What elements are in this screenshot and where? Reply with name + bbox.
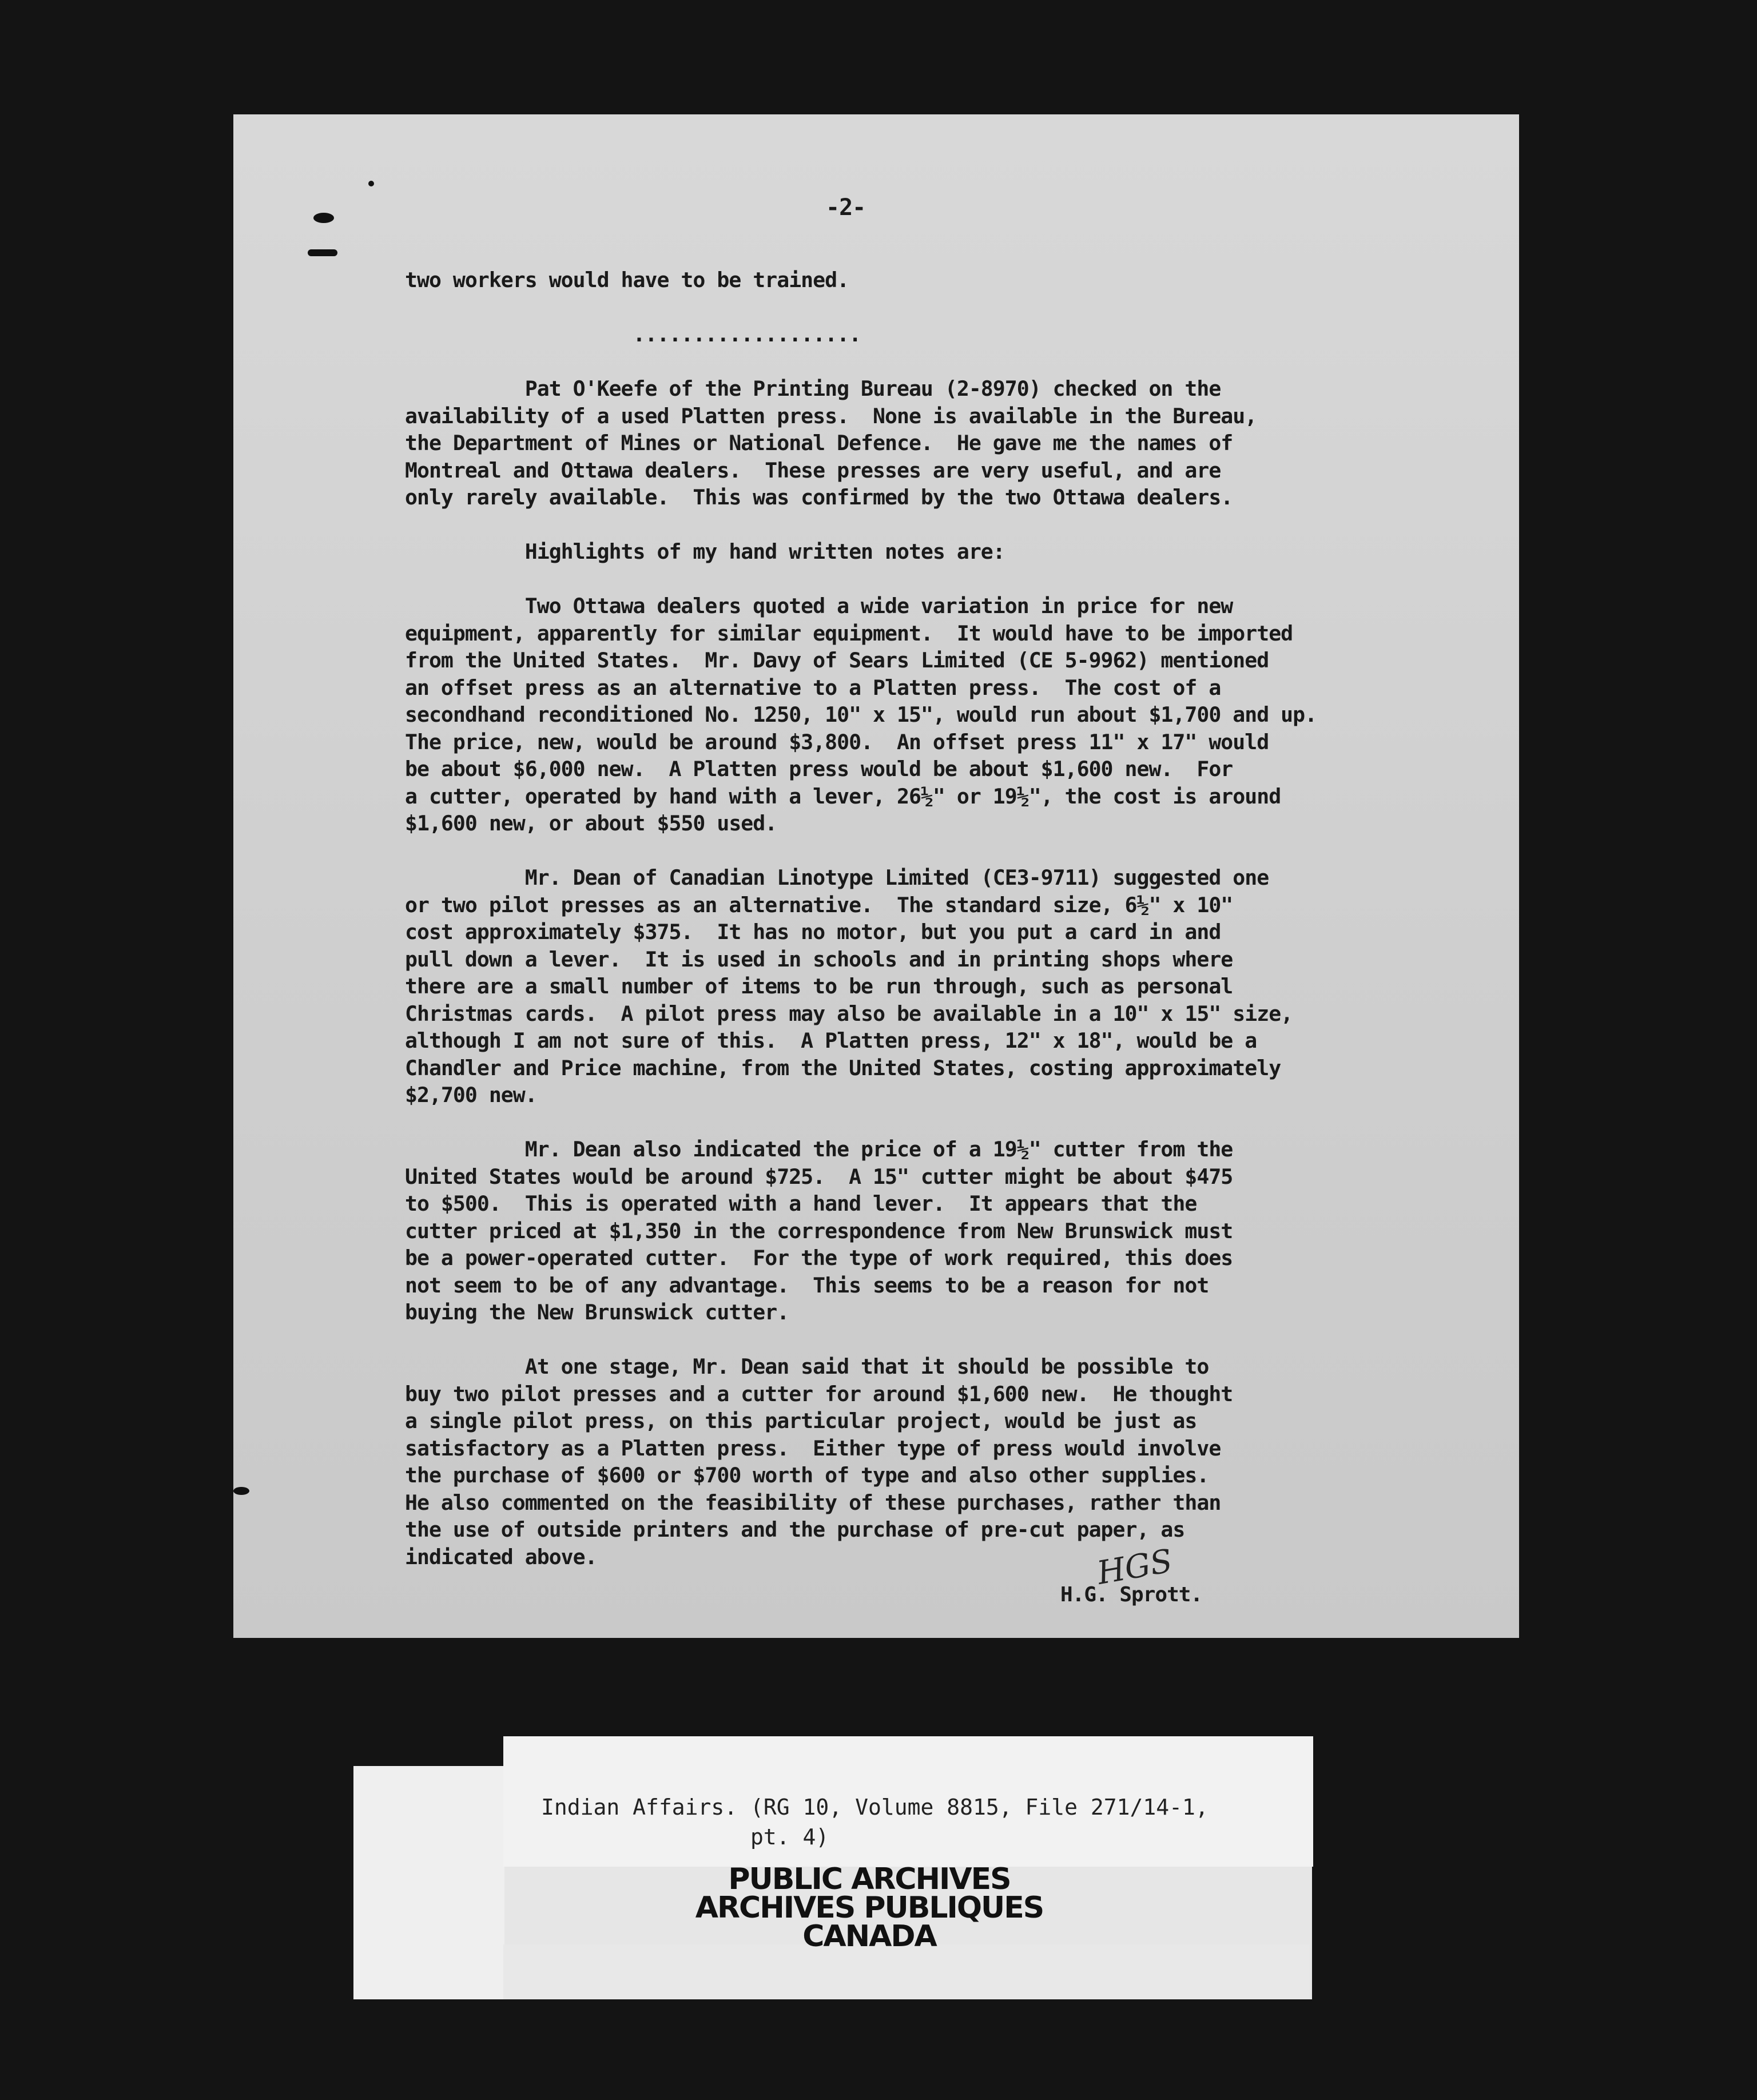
handwritten-initials: HGS [1094,1542,1175,1592]
letter-body [405,267,1317,1570]
archive-name-english: PUBLIC ARCHIVES [728,1862,1011,1896]
reference-line: Indian Affairs. (RG 10, Volume 8815, File 271/14-1, [541,1795,1209,1820]
archive-label-edge [353,1766,504,1999]
text-line: or two pilot presses as an alternative. The standard size, 6½" x 10" [405,892,1233,917]
text-line: Mr. Dean also indicated the price of a 19½" cutter from the [405,1137,1233,1162]
text-line: Pat O'Keefe of the Printing Bureau (2-8970) checked on the [405,376,1221,401]
text-line: Mr. Dean of Canadian Linotype Limited (CE3-9711) suggested one [405,865,1269,890]
text-line: $1,600 new, or about $550 used. [405,811,777,836]
text-line: satisfactory as a Platten press. Either type of press would involve [405,1435,1221,1461]
text-line: Christmas cards. A pilot press may also be available in a 10" x 15" size, [405,1001,1293,1026]
text-line: The price, new, would be around $3,800. An offset press 11" x 17" would [405,729,1269,754]
reference-line: pt. 4) [541,1824,829,1850]
ink-speck [313,213,334,223]
text-line: equipment, apparently for similar equipment. It would have to be imported [405,621,1293,646]
text-line: be a power-operated cutter. For the type of work required, this does [405,1246,1233,1270]
text-line: only rarely available. This was confirmed by the two Ottawa dealers. [405,485,1233,510]
text-line: from the United States. Mr. Davy of Sears Limited (CE 5-9962) mentioned [405,648,1269,673]
text-line: to $500. This is operated with a hand lever. It appears that the [405,1191,1197,1216]
text-line: a single pilot press, on this particular project, would be just as [405,1409,1197,1433]
ink-speck [308,249,337,256]
ink-speck [233,1487,249,1495]
page-number: -2- [826,194,866,221]
text-line: Chandler and Price machine, from the United States, costing approximately [405,1055,1281,1080]
text-line: buy two pilot presses and a cutter for around $1,600 new. He thought [405,1381,1233,1406]
archive-name-french: ARCHIVES PUBLIQUES [695,1891,1044,1925]
text-line: pull down a lever. It is used in schools and in printing shops where [405,946,1233,972]
section-separator: ................... [405,322,861,347]
text-line: indicated above. [405,1544,597,1569]
text-line: the purchase of $600 or $700 worth of type and also other supplies. [405,1463,1209,1488]
text-line: the use of outside printers and the purchase of pre-cut paper, as [405,1517,1185,1542]
text-line: the Department of Mines or National Defence. He gave me the names of [405,431,1233,455]
text-line: secondhand reconditioned No. 1250, 10" x 15", would run about $1,700 and up. [405,702,1317,727]
text-line: Montreal and Ottawa dealers. These presses are very useful, and are [405,458,1221,483]
text-line: United States would be around $725. A 15" cutter might be about $475 [405,1164,1233,1189]
text-line: $2,700 new. [405,1083,537,1107]
archive-reference [541,1792,1209,1852]
text-line: cost approximately $375. It has no motor, but you put a card in and [405,920,1221,944]
text-line: a cutter, operated by hand with a lever, 26½" or 19½", the cost is around [405,783,1281,809]
text-line: Two Ottawa dealers quoted a wide variation in price for new [405,594,1233,618]
document-page [233,114,1519,1638]
text-line: cutter priced at $1,350 in the correspondence from New Brunswick must [405,1218,1233,1243]
text-line: be about $6,000 new. A Platten press would be about $1,600 new. For [405,757,1233,781]
ink-speck [368,181,374,186]
text-line: there are a small number of items to be run through, such as personal [405,974,1233,999]
signature-name: H.G. Sprott. [1060,1583,1203,1606]
text-line: two workers would have to be trained. [405,268,849,292]
text-line: although I am not sure of this. A Platten press, 12" x 18", would be a [405,1028,1257,1053]
archive-country: CANADA [802,1919,936,1954]
text-line: At one stage, Mr. Dean said that it should be possible to [405,1354,1209,1379]
text-line: buying the New Brunswick cutter. [405,1300,789,1325]
text-line: an offset press as an alternative to a Platten press. The cost of a [405,675,1221,700]
text-line: Highlights of my hand written notes are: [405,539,1005,564]
text-line: availability of a used Platten press. None is available in the Bureau, [405,403,1257,428]
text-line: He also commented on the feasibility of these purchases, rather than [405,1490,1221,1515]
text-line: not seem to be of any advantage. This seems to be a reason for not [405,1272,1209,1298]
